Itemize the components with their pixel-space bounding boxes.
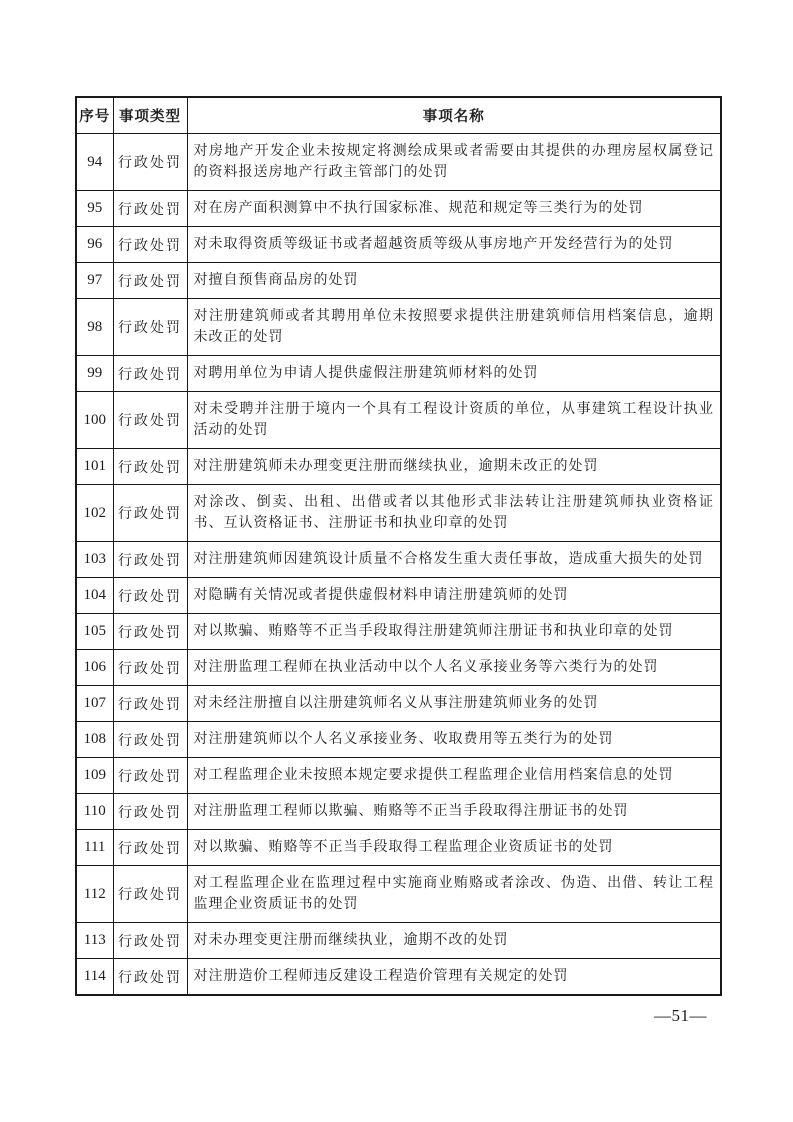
table-row: [76, 614, 721, 650]
serial-number-cell: 99: [76, 356, 113, 392]
item-type-cell: 行政处罚: [113, 830, 187, 866]
serial-number-cell: 111: [76, 830, 113, 866]
item-type-cell: 行政处罚: [113, 392, 187, 449]
item-type-cell: 行政处罚: [113, 485, 187, 542]
table-row: [76, 578, 721, 614]
serial-number-cell: 113: [76, 923, 113, 959]
item-type-cell: 行政处罚: [113, 686, 187, 722]
item-name-cell: 对注册监理工程师在执业活动中以个人名义承接业务等六类行为的处罚: [187, 650, 721, 686]
table-row: [76, 263, 721, 299]
item-name-cell: 对以欺骗、贿赂等不正当手段取得注册建筑师注册证书和执业印章的处罚: [187, 614, 721, 650]
item-type-cell: 行政处罚: [113, 722, 187, 758]
table-row: [76, 134, 721, 191]
item-type-cell: 行政处罚: [113, 449, 187, 485]
table-row: [76, 794, 721, 830]
table-body: [76, 134, 721, 996]
item-name-cell: 对工程监理企业在监理过程中实施商业贿赂或者涂改、伪造、出借、转让工程监理企业资质证书的处罚: [187, 866, 721, 923]
item-type-cell: 行政处罚: [113, 866, 187, 923]
item-name-cell: 对擅自预售商品房的处罚: [187, 263, 721, 299]
item-type-cell: 行政处罚: [113, 356, 187, 392]
item-name-cell: 对注册建筑师以个人名义承接业务、收取费用等五类行为的处罚: [187, 722, 721, 758]
item-type-cell: 行政处罚: [113, 191, 187, 227]
table-row: [76, 650, 721, 686]
table-row: [76, 758, 721, 794]
serial-number-cell: 104: [76, 578, 113, 614]
serial-number-cell: 97: [76, 263, 113, 299]
item-type-cell: 行政处罚: [113, 758, 187, 794]
serial-number-cell: 102: [76, 485, 113, 542]
serial-number-cell: 109: [76, 758, 113, 794]
item-name-cell: 对未经注册擅自以注册建筑师名义从事注册建筑师业务的处罚: [187, 686, 721, 722]
item-name-cell: 对未取得资质等级证书或者超越资质等级从事房地产开发经营行为的处罚: [187, 227, 721, 263]
column-header-item-name: 事项名称: [187, 97, 721, 134]
item-name-cell: 对未受聘并注册于境内一个具有工程设计资质的单位，从事建筑工程设计执业活动的处罚: [187, 392, 721, 449]
page-number: —51—: [654, 1006, 707, 1025]
table-row: [76, 542, 721, 578]
item-name-cell: 对注册监理工程师以欺骗、贿赂等不正当手段取得注册证书的处罚: [187, 794, 721, 830]
table-row: [76, 449, 721, 485]
serial-number-cell: 98: [76, 299, 113, 356]
serial-number-cell: 101: [76, 449, 113, 485]
item-name-cell: 对未办理变更注册而继续执业，逾期不改的处罚: [187, 923, 721, 959]
table-row: [76, 959, 721, 996]
serial-number-cell: 107: [76, 686, 113, 722]
serial-number-cell: 95: [76, 191, 113, 227]
item-type-cell: 行政处罚: [113, 794, 187, 830]
item-type-cell: 行政处罚: [113, 542, 187, 578]
serial-number-cell: 106: [76, 650, 113, 686]
serial-number-cell: 105: [76, 614, 113, 650]
item-name-cell: 对注册建筑师因建筑设计质量不合格发生重大责任事故，造成重大损失的处罚: [187, 542, 721, 578]
table-row: [76, 686, 721, 722]
table-row: [76, 392, 721, 449]
serial-number-cell: 94: [76, 134, 113, 191]
item-type-cell: 行政处罚: [113, 650, 187, 686]
serial-number-cell: 110: [76, 794, 113, 830]
item-name-cell: 对注册造价工程师违反建设工程造价管理有关规定的处罚: [187, 959, 721, 996]
item-type-cell: 行政处罚: [113, 959, 187, 996]
table-row: [76, 299, 721, 356]
item-name-cell: 对在房产面积测算中不执行国家标准、规范和规定等三类行为的处罚: [187, 191, 721, 227]
item-name-cell: 对房地产开发企业未按规定将测绘成果或者需要由其提供的办理房屋权属登记的资料报送房地产行政主管部门的处罚: [187, 134, 721, 191]
item-name-cell: 对注册建筑师或者其聘用单位未按照要求提供注册建筑师信用档案信息，逾期未改正的处罚: [187, 299, 721, 356]
column-header-item-type: 事项类型: [113, 97, 187, 134]
item-type-cell: 行政处罚: [113, 578, 187, 614]
table-row: [76, 866, 721, 923]
item-type-cell: 行政处罚: [113, 299, 187, 356]
table-row: [76, 356, 721, 392]
table-row: [76, 722, 721, 758]
penalty-items-table: [75, 96, 722, 996]
item-name-cell: 对以欺骗、贿赂等不正当手段取得工程监理企业资质证书的处罚: [187, 830, 721, 866]
item-name-cell: 对注册建筑师未办理变更注册而继续执业，逾期未改正的处罚: [187, 449, 721, 485]
item-name-cell: 对聘用单位为申请人提供虚假注册建筑师材料的处罚: [187, 356, 721, 392]
serial-number-cell: 103: [76, 542, 113, 578]
table-row: [76, 923, 721, 959]
serial-number-cell: 96: [76, 227, 113, 263]
item-name-cell: 对隐瞒有关情况或者提供虚假材料申请注册建筑师的处罚: [187, 578, 721, 614]
serial-number-cell: 100: [76, 392, 113, 449]
item-type-cell: 行政处罚: [113, 134, 187, 191]
column-header-serial-number: 序号: [76, 97, 113, 134]
serial-number-cell: 114: [76, 959, 113, 996]
table-row: [76, 830, 721, 866]
table-row: [76, 485, 721, 542]
item-type-cell: 行政处罚: [113, 227, 187, 263]
item-name-cell: 对涂改、倒卖、出租、出借或者以其他形式非法转让注册建筑师执业资格证书、互认资格证书、注册证书和执业印章的处罚: [187, 485, 721, 542]
table-header-row: [76, 97, 721, 134]
item-type-cell: 行政处罚: [113, 614, 187, 650]
serial-number-cell: 112: [76, 866, 113, 923]
item-type-cell: 行政处罚: [113, 263, 187, 299]
serial-number-cell: 108: [76, 722, 113, 758]
table-row: [76, 191, 721, 227]
item-name-cell: 对工程监理企业未按照本规定要求提供工程监理企业信用档案信息的处罚: [187, 758, 721, 794]
table-row: [76, 227, 721, 263]
item-type-cell: 行政处罚: [113, 923, 187, 959]
